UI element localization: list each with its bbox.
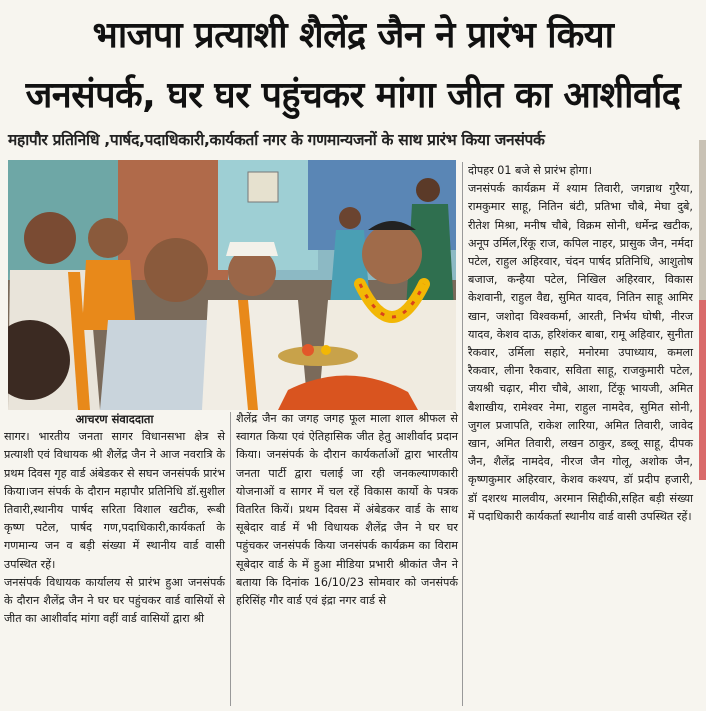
article-column-3 (468, 162, 693, 526)
column-1-paragraph-2: जनसंपर्क विधायक कार्यालय से प्रारंभ हुआ जनसंपर्क के दौरान शैलेंद्र जैन ने घर घर पहुंचकर वार्ड वासियों से जीत का आशीर्वाद मांगा वहीं वार्ड वासियों द्वारा श्री (4, 575, 225, 626)
article-column-2 (236, 410, 458, 610)
column-1-paragraph-1: सागर। भारतीय जनता सागर विधानसभा क्षेत्र से प्रत्याशी एवं विधायक श्री शैलेंद्र जैन ने आज नवरात्रि के प्रथम दिवस गृह वार्ड अंबेडकर से सघन जनसंपर्क प्रारंभ किया।जन संपर्क के दौरान महापौर प्रतिनिधि डॉ.सुशील तिवारी,स्थानीय पार्षद सरिता विशाल खटीक, रूबी कृष्ण पटेल, पार्षद गण,पदाधिकारी,कार्यकर्ता के गणमान्य जन व बड़ी संख्या में स्थानीय वार्ड वासी उपस्थित रहें। (4, 430, 225, 571)
column-divider (462, 162, 463, 706)
page-edge-strip (699, 300, 706, 480)
headline-line-2: जनसंपर्क, घर घर पहुंचकर मांगा जीत का आशीर्वाद (25, 75, 681, 116)
news-photo (8, 160, 456, 410)
campaign-photo-illustration (8, 160, 456, 410)
column-3-paragraph-2: जनसंपर्क कार्यक्रम में श्याम तिवारी, जगन्नाथ गुरैया, रामकुमार साहू, नितिन बंटी, प्रतिभा चौबे, मेघा दुबे, रीतेश मिश्रा, मनीष चौबे, विक्रम सोनी, धर्मेन्द्र खटीक, अनूप उर्मिल,रिंकू राज, कपिल नाहर, प्रासुक जैन, नर्मदा पटेल, राहुल अहिरवार, चंदन पार्षद प्रतिनिधि, आशुतोष बजाज, कन्हैया पटेल, निखिल अहिरवार, विकास केशवानी, राहुल वैद्य, सुमित यादव, नितिन साहू आमिर खान, जशोदा विश्वकर्मा, आरती, निर्भय घोषी, नीरज यादव, केशव दाऊ, हरिशंकर बाबा, रामू अहिवार, सुनीता रैकवार, उर्मिला सहारे, मनोरमा उपाध्याय, कमला रैकवार, लीना रैकवार, सविता साहू, राजकुमारी पटेल, जयश्री चढ़ार, मीरा चौबे, आशा, टिंकू भायजी, अमित बैशाखीय, रामेश्वर नेमा, राहुल नामदेव, सुमित सोनी, जुगल प्रजापति, राकेश लारिया, अमित तिवारी, जावेद खान, अमित तिवारी, लखन ठाकुर, डब्लू साहू, दीपक जैन, शैलेंद्र नामदेव, नीरज जैन गोलू, अशोक जैन, कृष्णकुमार अहिरवार, केशव कश्यप, डॉ प्रदीप हजारी, डॉ दशरथ मालवीय, अरमान सिद्दीकी,सहित बड़ी संख्या में पदाधिकारी कार्यकर्ता स्थानीय वार्ड वासी उपस्थित रहें। (468, 182, 693, 523)
subheadline: महापौर प्रतिनिधि ,पार्षद,पदाधिकारी,कार्यकर्ता नगर के गणमान्यजनों के साथ प्रारंभ किया जनसंपर्क (8, 131, 545, 149)
article-column-1 (4, 410, 225, 628)
column-3-paragraph-1: दोपहर 01 बजे से प्रारंभ होगा। (468, 164, 592, 177)
column-2-paragraph-1: शैलेंद्र जैन का जगह जगह फूल माला शाल श्रीफल से स्वागत किया एवं ऐतिहासिक जीत हेतु आशीर्वाद प्रदान किया। जनसंपर्क के दौरान कार्यकर्ताओं द्वारा भारतीय जनता पार्टी द्वारा चलाई जा रही जनकल्याणकारी योजनाओं व सागर में चल रहें विकास कार्यो के पत्रक वितरित कियें। प्रथम दिवस में अंबेडकर वार्ड के साथ सूबेदार वार्ड में भी विधायक शैलेंद्र जैन ने घर घर पहुंचकर जनसंपर्क किया जनसंपर्क कार्यक्रम का विराम सूबेदार वार्ड के में हुआ मीडिया प्रभारी श्रीकांत जैन ने बताया कि दिनांक 16/10/23 सोमवार को जनसंपर्क हरिसिंह गौर वार्ड एवं इंद्रा नगर वार्ड से (236, 412, 458, 608)
headline-line-1: भाजपा प्रत्याशी शैलेंद्र जैन ने प्रारंभ किया (92, 15, 614, 56)
column-divider (230, 412, 231, 706)
byline: आचरण संवाददाता (75, 412, 154, 426)
page-edge-strip (699, 140, 706, 300)
